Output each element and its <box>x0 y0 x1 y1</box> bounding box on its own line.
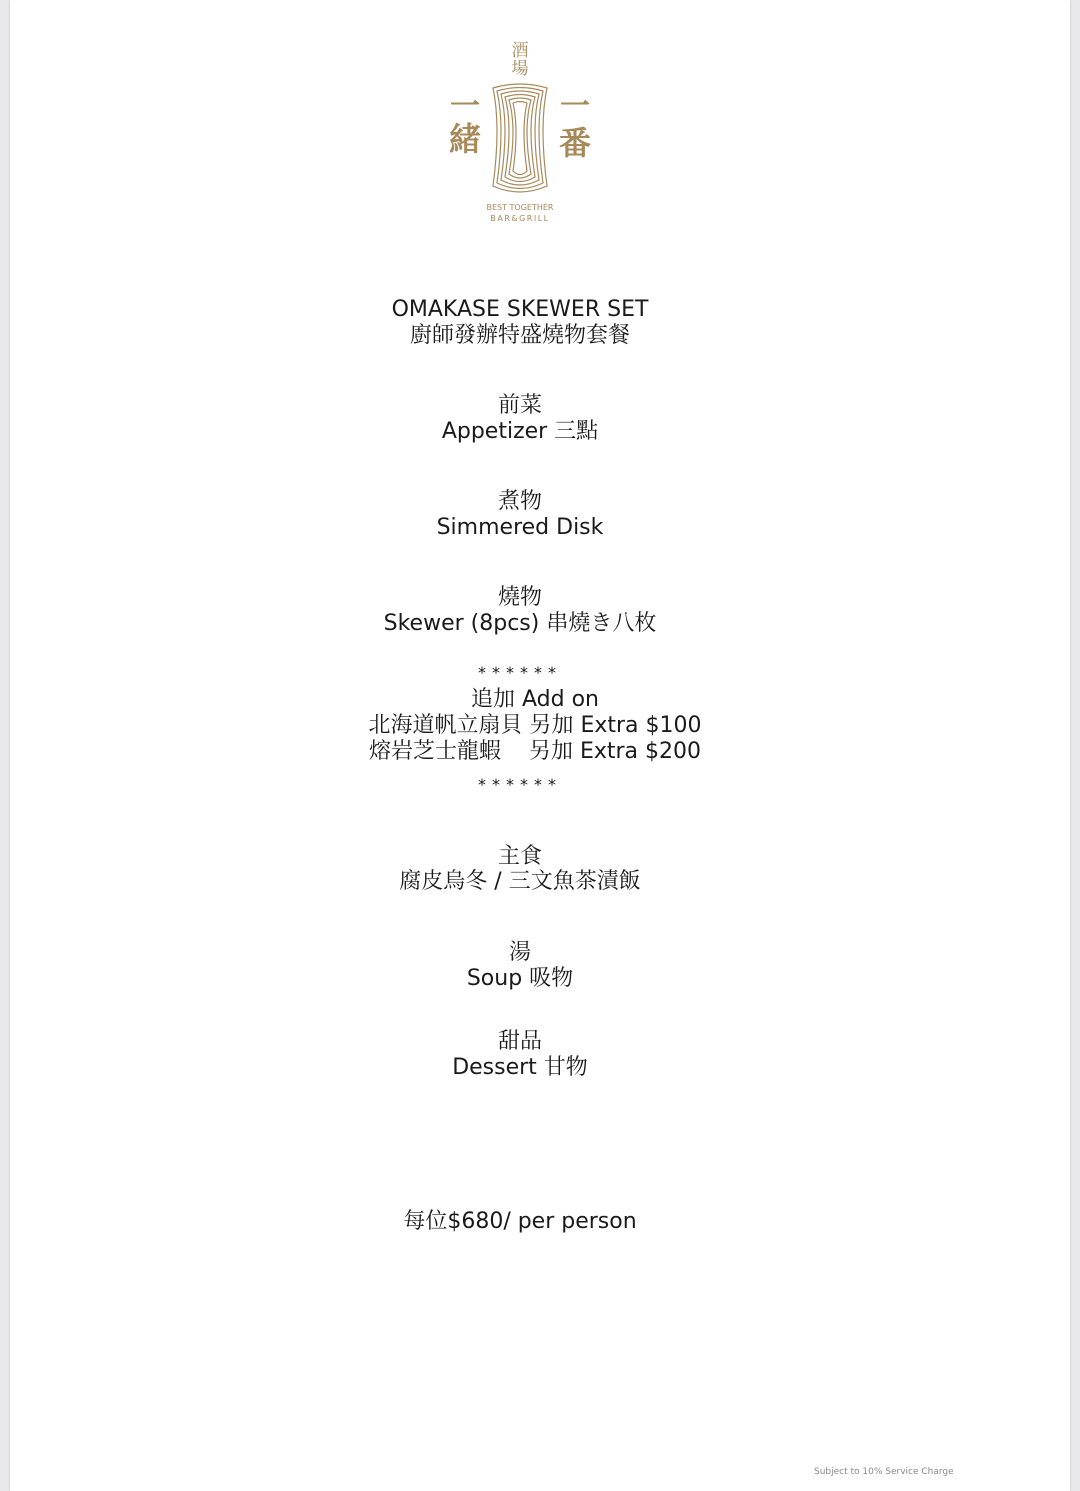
addon-heading: 追加 Add on <box>471 687 599 712</box>
addon-stars-bottom: ****** <box>478 775 562 794</box>
course-4-en: 腐皮烏冬 / 三文魚茶漬飯 <box>399 869 641 894</box>
addon-item-2: 熔岩芝士龍蝦 另加 Extra $200 <box>368 739 702 764</box>
addon-stars-top: ****** <box>478 663 562 682</box>
service-charge-note: Subject to 10% Service Charge <box>814 1467 954 1477</box>
logo-tagline-1: BEST TOGETHER <box>486 203 554 212</box>
course-3-en: Skewer (8pcs) 串燒き八枚 <box>383 611 657 636</box>
course-3-zh: 燒物 <box>497 585 542 610</box>
course-4-zh: 主食 <box>497 844 542 869</box>
course-2-zh: 煮物 <box>497 489 542 514</box>
course-2-en: Simmered Disk <box>436 515 604 540</box>
logo-top-char-1: 酒 <box>511 41 529 61</box>
menu-title-en: OMAKASE SKEWER SET <box>391 297 649 322</box>
course-1-zh: 前菜 <box>497 393 542 418</box>
logo-mark <box>435 36 605 231</box>
menu-title-zh: 廚師發辦特盛燒物套餐 <box>409 323 630 348</box>
course-6-zh: 甜品 <box>497 1029 542 1054</box>
logo-tagline-2: BAR&GRILL <box>490 214 550 223</box>
course-5-zh: 湯 <box>508 940 531 965</box>
menu-page <box>10 0 1070 1491</box>
course-5-en: Soup 吸物 <box>466 966 574 991</box>
logo-left-bottom: 緒 <box>448 120 482 158</box>
logo-top-char-2: 場 <box>511 59 529 79</box>
price-line: 每位$680/ per person <box>403 1209 637 1234</box>
course-6-en: Dessert 甘物 <box>452 1055 588 1080</box>
logo-left-top: 一 <box>450 89 480 124</box>
logo-right-bottom: 番 <box>558 124 592 162</box>
restaurant-logo <box>435 36 605 231</box>
logo-right-top: 一 <box>560 89 590 124</box>
addon-item-1: 北海道帆立扇貝 另加 Extra $100 <box>368 713 702 738</box>
course-1-en: Appetizer 三點 <box>441 419 599 444</box>
